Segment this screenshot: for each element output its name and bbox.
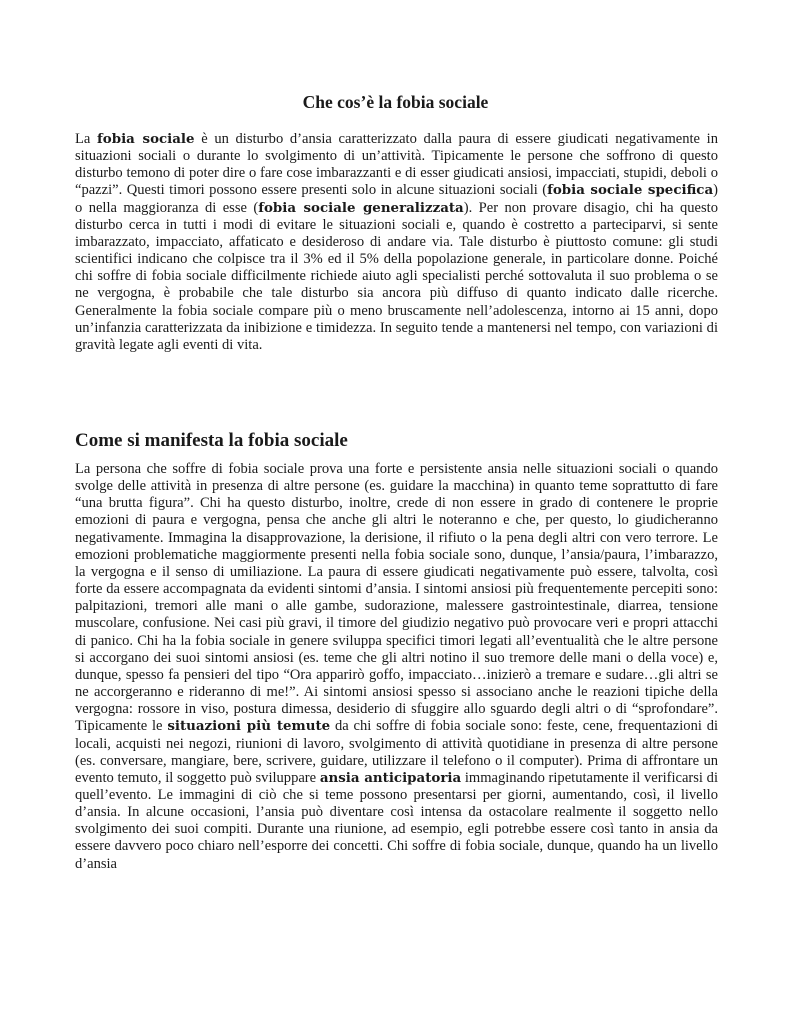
text-run: da chi soffre di fobia sociale sono: feste, cene, frequentazioni di locali, acquisti nei negozi, riunioni di lavoro, svolgimento di attività quotidiane in presenza di altre persone (es. conversare, mangiare, bere, scrivere, guidare, utilizzare il telefono o il computer). Prima di affrontare un evento temuto, il soggetto può sviluppare bbox=[75, 718, 719, 786]
bold-term: fobia sociale bbox=[97, 131, 195, 147]
bold-term: situazioni più temute bbox=[167, 718, 331, 735]
text-run: La bbox=[75, 131, 98, 147]
intro-paragraph bbox=[75, 131, 718, 354]
text-run: è un disturbo d’ansia caratterizzato dalla paura di essere giudicati negativamente in situazioni sociali o durante lo svolgimento di un’attività. Tipicamente le persone che soffrono di questo disturbo temono di poter dire o fare cose imbarazzanti e di esser giudicati ansiosi, impacciati, stupidi, deboli o “pazzi”. Questi timori possono essere presenti solo in alcune situazioni sociali ( bbox=[75, 131, 718, 199]
text-run: immaginando ripetutamente il verificarsi di quell’evento. Le immagini di ciò che si teme possono presentarsi per giorni, aumentando, così, il livello d’ansia. In alcune occasioni, l’ansia può diventare così intensa da ostacolare realmente il soggetto nello svolgimento dei suoi compiti. Durante una riunione, ad esempio, egli potrebbe essere così tanto in ansia da essere davvero poco chiaro nell’esporre dei concetti. Chi soffre di fobia sociale, dunque, quando ha un livello d’ansia bbox=[75, 769, 718, 872]
section-heading: Come si manifesta la fobia sociale bbox=[75, 430, 348, 451]
page-title: Che cos’è la fobia sociale bbox=[302, 92, 489, 112]
text-run: ). Per non provare disagio, chi ha questo disturbo cerca in tutti i modi di evitare le situazioni sociali e, quando è costretto a parteciparvi, si sente imbarazzato, impacciato, affaticato e desideroso di andare via. Tale disturbo è piuttosto comune: gli studi scientifici indicano che colpisce tra il 3% ed il 5% della popolazione generale, in particolare donne. Poiché chi soffre di fobia sociale difficilmente richiede aiuto agli specialisti perché sottovaluta il suo problema o se ne vergogna, è probabile che tale disturbo sia ancora più diffuso di quanto indicato dalle ricerche. Generalmente la fobia sociale compare più o meno bruscamente nell’adolescenza, intorno ai 15 anni, dopo un’infanzia caratterizzata da inibizione e timidezza. In seguito tende a mantenersi nel tempo, con variazioni di gravità legate agli eventi di vita. bbox=[75, 199, 718, 353]
bold-term: fobia sociale generalizzata bbox=[258, 199, 464, 216]
bold-term: fobia sociale specifica bbox=[547, 182, 714, 199]
text-run: ) o nella maggioranza di esse ( bbox=[75, 182, 718, 216]
bold-term: ansia anticipatoria bbox=[319, 769, 462, 786]
section-paragraph bbox=[75, 461, 718, 873]
text-run: La persona che soffre di fobia sociale prova una forte e persistente ansia nelle situazioni sociali o quando svolge delle attività in presenza di altre persone (es. guidare la macchina) in quanto teme soprattutto di fare “una brutta figura”. Chi ha questo disturbo, inoltre, crede di non essere in grado di contenere le proprie emozioni di paura e vergogna, pensa che anche gli altri le noteranno e che, per questo, lo giudicheranno negativamente. Immagina la disapprovazione, la derisione, il rifiuto o la pena degli altri con vero terrore. Le emozioni problematiche maggiormente presenti nella fobia sociale sono, dunque, l’ansia/paura, l’imbarazzo, la vergogna e il senso di umiliazione. La paura di essere giudicati negativamente può essere, talvolta, così forte da essere accompagnata da evidenti sintomi d’ansia. I sintomi ansiosi più frequentemente percepiti sono: palpitazioni, tremori alle mani o alle gambe, sudorazione, malessere gastrointestinale, diarrea, tensione muscolare, confusione. Nei casi più gravi, il timore del giudizio negativo può provocare veri e propri attacchi di panico. Chi ha la fobia sociale in genere sviluppa specifici timori legati all’eventualità che le altre persone si accorgano dei suoi sintomi ansiosi (es. teme che gli altri notino il suo tremore delle mani o della voce) e, dunque, spesso fa pensieri del tipo “Ora apparirò goffo, impacciato…inizierò a tremare e sudare…gli altri se ne accorgeranno e rideranno di me!”. Ai sintomi ansiosi spesso si associano anche le reazioni tipiche della vergogna: rossore in viso, postura dimessa, desiderio di sfuggire allo sguardo degli altri o di “sprofondare”. Tipicamente le bbox=[75, 461, 718, 735]
